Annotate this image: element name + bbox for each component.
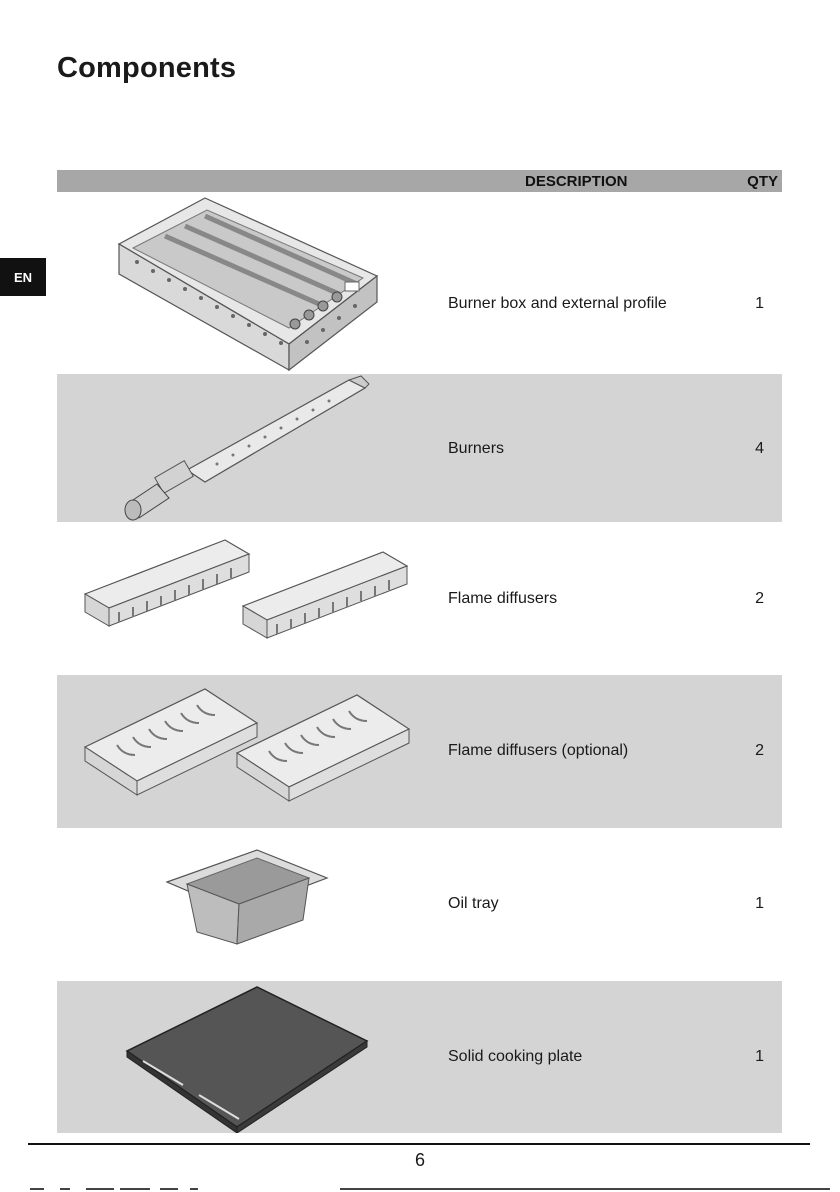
table-row — [57, 374, 782, 522]
row-qty: 2 — [755, 590, 764, 607]
row-qty: 1 — [755, 895, 764, 912]
optional-flame-diffuser-icon — [57, 675, 437, 828]
table-row — [57, 522, 782, 675]
row-description: Burners — [448, 440, 505, 457]
cooking-plate-icon — [57, 981, 437, 1133]
footer-rule — [28, 1143, 810, 1145]
page-number: 6 — [414, 1150, 425, 1170]
page-title: Components — [57, 52, 237, 84]
components-table — [57, 170, 782, 1133]
table-row — [57, 192, 782, 374]
burner-box-icon — [57, 192, 437, 374]
table-row — [57, 675, 782, 828]
row-qty: 1 — [755, 1048, 764, 1065]
table-row — [57, 828, 782, 981]
row-description: Flame diffusers (optional) — [448, 742, 629, 759]
table-header — [57, 170, 782, 192]
row-qty: 1 — [755, 295, 764, 312]
oil-tray-icon — [57, 828, 437, 981]
language-tab: EN — [0, 258, 46, 296]
row-description: Burner box and external profile — [448, 295, 667, 312]
burner-icon — [57, 374, 437, 522]
description-header: DESCRIPTION — [525, 173, 628, 190]
row-qty: 2 — [755, 742, 764, 759]
row-description: Solid cooking plate — [448, 1048, 583, 1065]
qty-header: QTY — [747, 173, 778, 190]
row-description: Flame diffusers — [448, 590, 558, 607]
row-description: Oil tray — [448, 895, 499, 912]
row-qty: 4 — [755, 440, 764, 457]
flame-diffuser-icon — [57, 522, 437, 675]
crop-marks — [0, 1186, 840, 1192]
table-row — [57, 981, 782, 1133]
